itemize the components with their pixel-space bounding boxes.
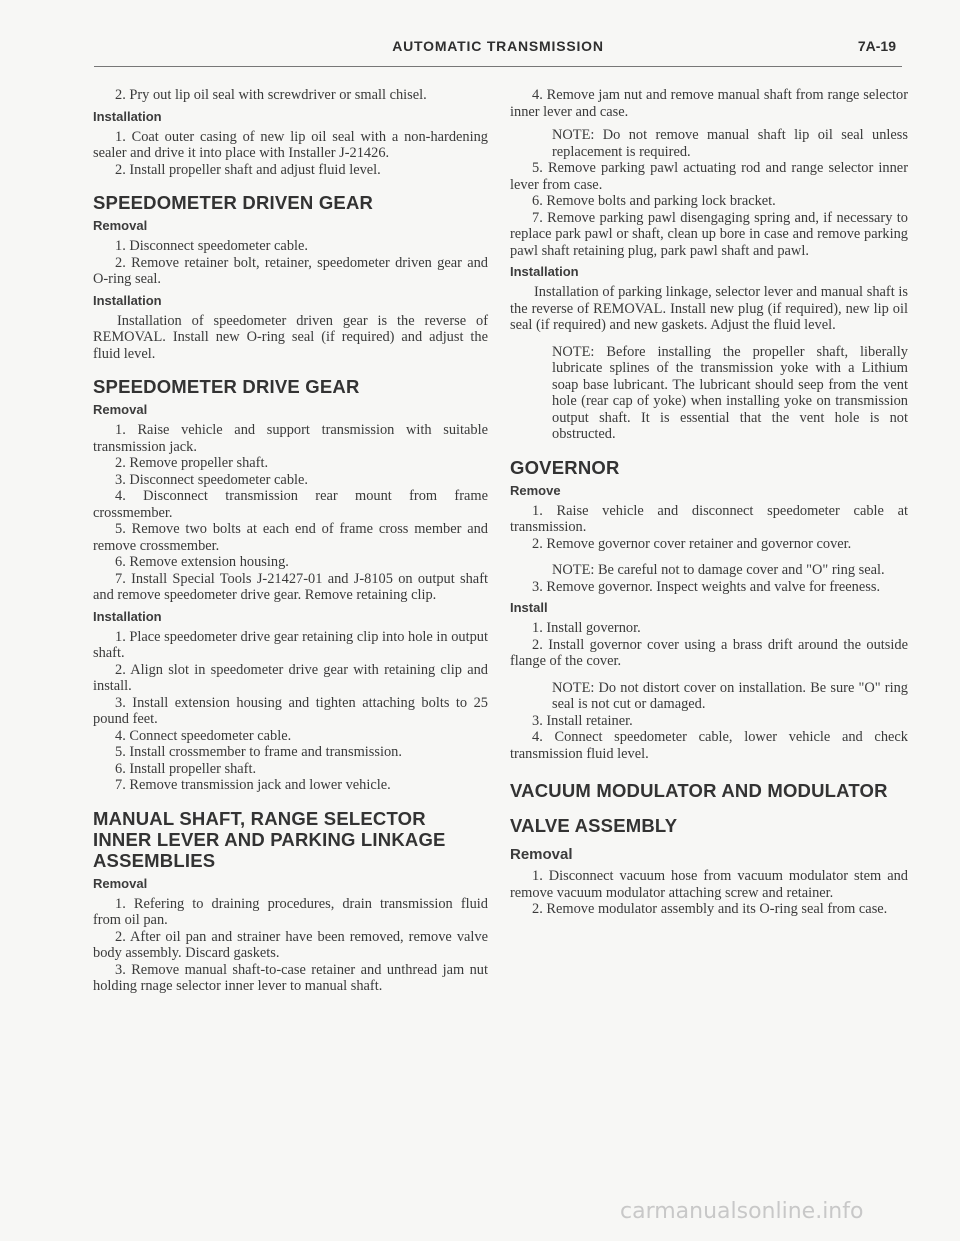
step-text: 3. Remove manual shaft-to-case retainer and unthread jam nut holding rnage selector inner lever to manual shaft.	[93, 961, 488, 994]
subheading-remove: Remove	[510, 482, 561, 498]
section-heading-drive-gear: SPEEDOMETER DRIVE GEAR	[93, 376, 360, 397]
page-number: 7A-19	[857, 38, 896, 54]
section-heading-driven-gear: SPEEDOMETER DRIVEN GEAR	[93, 192, 374, 213]
step-text: 2. Remove propeller shaft.	[115, 455, 269, 471]
step-text: 3. Disconnect speedometer cable.	[115, 471, 308, 488]
step-text: 5. Install crossmember to frame and transmission.	[115, 744, 402, 760]
step-text: 1. Place speedometer drive gear retaining clip into hole in output shaft.	[93, 628, 488, 661]
step-text: 6. Remove extension housing.	[115, 554, 289, 570]
note-text: NOTE: Before installing the propeller shaft, liberally lubricate splines of the transmission yoke with a Lithium soap base lubricant. The lubricant should seep from the vent hole (rear cap of yoke) when installing yoke on transmission output shaft. It is essential that the vent hole is not obstructed.	[552, 343, 908, 442]
subheading-installation: Installation	[510, 264, 579, 279]
subheading-removal: Removal	[93, 402, 148, 417]
watermark: carmanualsonline.info	[620, 1199, 864, 1224]
step-text: 2. Install propeller shaft and adjust fluid level.	[115, 161, 381, 178]
step-text: 5. Remove two bolts at each end of frame cross member and remove crossmember.	[93, 521, 488, 554]
section-heading-valve-assembly: VALVE ASSEMBLY	[510, 815, 678, 836]
step-text: 3. Install extension housing and tighten attaching bolts to 25 pound feet.	[93, 694, 488, 727]
step-text: 4. Disconnect transmission rear mount from frame crossmember.	[93, 488, 488, 521]
step-text: 2. Remove governor cover retainer and governor cover.	[532, 535, 852, 552]
subheading-installation: Installation	[93, 108, 162, 124]
note-text: NOTE: Do not remove manual shaft lip oil seal unless replacement is required.	[552, 127, 908, 160]
step-text: 5. Remove parking pawl actuating rod and range selector inner lever from case.	[510, 160, 908, 193]
subheading-removal: Removal	[93, 218, 148, 233]
running-title: AUTOMATIC TRANSMISSION	[392, 38, 604, 54]
step-text: 1. Raise vehicle and support transmission with suitable transmission jack.	[93, 422, 488, 455]
subheading-removal: Removal	[510, 846, 573, 863]
step-text: 2. Install governor cover using a brass drift around the outside flange of the cover.	[510, 636, 908, 669]
step-text: 1. Disconnect speedometer cable.	[115, 238, 308, 254]
paragraph-text: Installation of speedometer driven gear is the reverse of REMOVAL. Install new O-ring seal (if required) and adjust the fluid level.	[93, 312, 488, 362]
subheading-installation: Installation	[93, 292, 162, 308]
step-text: 6. Remove bolts and parking lock bracket.	[532, 193, 776, 209]
left-column	[93, 87, 488, 995]
right-column	[510, 87, 908, 918]
step-text: 7. Remove parking pawl disengaging spring and, if necessary to replace park pawl or shaft, clean up bore in case and remove parking pawl shaft retaining plug, park pawl shaft and pawl.	[510, 209, 908, 259]
note-text: NOTE: Do not distort cover on installation. Be sure "O" ring seal is not cut or damaged.	[552, 679, 908, 712]
subheading-installation: Installation	[93, 608, 162, 624]
subheading-removal: Removal	[93, 875, 148, 891]
step-text: 2. Remove modulator assembly and its O-ring seal from case.	[532, 901, 888, 917]
paragraph-text: Installation of parking linkage, selector lever and manual shaft is the reverse of REMOVAL. Install new plug (if required), new lip oil seal (if required) and new gaskets. Adjust the fluid level.	[510, 284, 908, 333]
section-heading-vacuum-modulator: VACUUM MODULATOR AND MODULATOR	[510, 780, 888, 801]
step-text: 1. Disconnect vacuum hose from vacuum modulator stem and remove vacuum modulator attaching screw and retainer.	[510, 868, 908, 901]
page-header	[94, 38, 902, 67]
step-text: 1. Raise vehicle and disconnect speedometer cable at transmission.	[510, 502, 908, 535]
step-text: 4. Remove jam nut and remove manual shaft from range selector inner lever and case.	[510, 87, 908, 120]
step-text: 2. Pry out lip oil seal with screwdriver or small chisel.	[115, 87, 427, 103]
step-text: 3. Install retainer.	[532, 712, 633, 729]
section-heading-governor: GOVERNOR	[510, 456, 620, 478]
step-text: 4. Connect speedometer cable, lower vehicle and check transmission fluid level.	[510, 729, 908, 762]
step-text: 2. Remove retainer bolt, retainer, speedometer driven gear and O-ring seal.	[93, 254, 488, 287]
step-text: 1. Install governor.	[532, 620, 641, 636]
step-text: 2. After oil pan and strainer have been removed, remove valve body assembly. Discard gaskets.	[93, 928, 488, 961]
step-text: 1. Coat outer casing of new lip oil seal with a non-hardening sealer and drive it into place with Installer J-21426.	[93, 128, 488, 161]
section-heading-manual-shaft: MANUAL SHAFT, RANGE SELECTOR INNER LEVER AND PARKING LINKAGE ASSEMBLIES	[93, 807, 446, 871]
step-text: 1. Refering to draining procedures, drain transmission fluid from oil pan.	[93, 895, 488, 928]
step-text: 2. Align slot in speedometer drive gear with retaining clip and install.	[93, 661, 488, 694]
subheading-install: Install	[510, 600, 548, 615]
step-text: 3. Remove governor. Inspect weights and valve for freeness.	[532, 578, 881, 595]
step-text: 7. Install Special Tools J-21427-01 and J-8105 on output shaft and remove speedometer drive gear. Remove retaining clip.	[93, 570, 488, 603]
note-text: NOTE: Be careful not to damage cover and "O" ring seal.	[552, 562, 885, 578]
step-text: 4. Connect speedometer cable.	[115, 727, 292, 744]
step-text: 6. Install propeller shaft.	[115, 760, 257, 777]
step-text: 7. Remove transmission jack and lower vehicle.	[115, 777, 391, 793]
